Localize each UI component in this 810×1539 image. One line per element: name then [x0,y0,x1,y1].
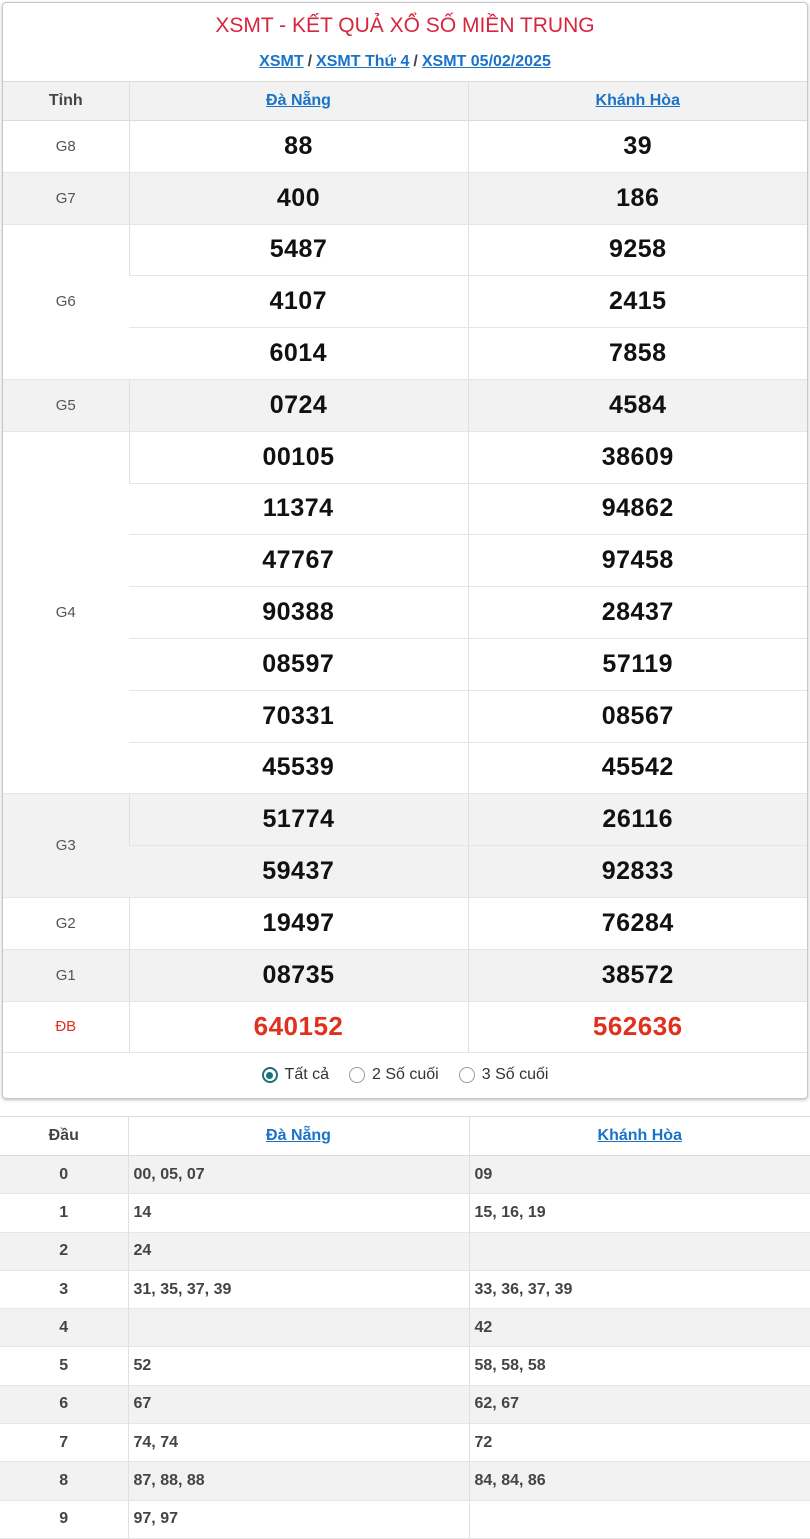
loto-row [0,1270,810,1308]
prize-row [3,949,807,1001]
filter-option-last-2[interactable] [349,1066,439,1084]
prize-label: G8 [3,121,129,173]
prize-row [3,794,807,846]
loto-head-digit: 7 [0,1424,128,1462]
loto-province-link-khanh-hoa[interactable]: Khánh Hòa [597,1127,682,1144]
breadcrumb-weekday-link[interactable]: XSMT Thứ 4 [316,53,410,70]
prize-row [3,224,807,276]
loto-values: 84, 84, 86 [469,1462,810,1500]
prize-label: G6 [3,224,129,379]
province-column-header: Tỉnh [3,82,129,121]
filter-option-label: 2 Số cuối [372,1066,439,1083]
prize-label: G4 [3,431,129,794]
province-link-da-nang[interactable]: Đà Nẵng [266,92,331,109]
results-body [3,121,807,1053]
prize-number: 08597 [129,638,468,690]
filter-option-label: 3 Số cuối [481,1066,549,1083]
radio-icon[interactable] [349,1067,365,1083]
loto-head-digit: 1 [0,1194,128,1232]
prize-number: 88 [129,121,468,173]
loto-row [0,1232,810,1270]
digit-filter [3,1055,807,1095]
prize-number: 76284 [468,897,807,949]
prize-number: 2415 [468,276,807,328]
prize-number: 28437 [468,587,807,639]
loto-row [0,1347,810,1385]
loto-head-digit: 8 [0,1462,128,1500]
prize-number: 45542 [468,742,807,794]
loto-row [0,1424,810,1462]
loto-row [0,1500,810,1538]
loto-values: 74, 74 [128,1424,469,1462]
loto-head-digit: 2 [0,1232,128,1270]
filter-option-all[interactable] [262,1066,329,1084]
prize-label: G1 [3,949,129,1001]
loto-row [0,1194,810,1232]
loto-values [128,1309,469,1347]
results-header-row [3,82,807,121]
prize-number: 51774 [129,794,468,846]
loto-header-row [0,1117,810,1156]
loto-head-digit: 4 [0,1309,128,1347]
breadcrumb-xsmt-link[interactable]: XSMT [259,53,304,70]
prize-number: 9258 [468,224,807,276]
prize-row [3,379,807,431]
prize-number: 7858 [468,328,807,380]
loto-head-digit: 3 [0,1270,128,1308]
prize-number: 5487 [129,224,468,276]
loto-values: 87, 88, 88 [128,1462,469,1500]
results-card [2,2,808,1099]
breadcrumb-date-link[interactable]: XSMT 05/02/2025 [421,53,551,70]
prize-number: 08567 [468,690,807,742]
prize-label: G2 [3,897,129,949]
breadcrumb-separator: / [413,53,418,70]
prize-number: 38609 [468,431,807,483]
prize-label: ĐB [3,1001,129,1053]
prize-row [3,1001,807,1053]
loto-values: 31, 35, 37, 39 [128,1270,469,1308]
prize-number: 11374 [129,483,468,535]
loto-row [0,1156,810,1194]
filter-option-label: Tất cả [284,1066,330,1083]
prize-label: G7 [3,172,129,224]
prize-row [3,897,807,949]
loto-values: 00, 05, 07 [128,1156,469,1194]
prize-number: 562636 [468,1001,807,1053]
loto-head-digit: 6 [0,1385,128,1423]
prize-number: 94862 [468,483,807,535]
prize-number: 186 [468,172,807,224]
loto-values: 67 [128,1385,469,1423]
radio-icon[interactable] [459,1067,475,1083]
loto-values: 24 [128,1232,469,1270]
loto-values: 62, 67 [469,1385,810,1423]
prize-label: G5 [3,379,129,431]
prize-number: 70331 [129,690,468,742]
prize-number: 6014 [129,328,468,380]
loto-body [0,1156,810,1539]
breadcrumb-separator: / [307,53,313,70]
loto-head-digit: 9 [0,1500,128,1538]
prize-number: 26116 [468,794,807,846]
prize-number: 4584 [468,379,807,431]
prize-number: 0724 [129,379,468,431]
prize-row [3,172,807,224]
loto-row [0,1385,810,1423]
loto-row [0,1462,810,1500]
loto-head-digit: 5 [0,1347,128,1385]
breadcrumb [3,47,807,81]
prize-number: 97458 [468,535,807,587]
prize-number: 39 [468,121,807,173]
prize-number: 57119 [468,638,807,690]
prize-number: 90388 [129,587,468,639]
prize-number: 08735 [129,949,468,1001]
prize-number: 00105 [129,431,468,483]
head-column-header: Đầu [0,1117,128,1156]
prize-label: G3 [3,794,129,898]
prize-number: 400 [129,172,468,224]
loto-values: 09 [469,1156,810,1194]
prize-row [3,121,807,173]
loto-values: 72 [469,1424,810,1462]
loto-values: 52 [128,1347,469,1385]
loto-row [0,1309,810,1347]
prize-number: 640152 [129,1001,468,1053]
prize-row [3,431,807,483]
results-table [3,81,807,1053]
loto-head-digit: 0 [0,1156,128,1194]
prize-number: 47767 [129,535,468,587]
loto-values: 42 [469,1309,810,1347]
prize-number: 19497 [129,897,468,949]
loto-values [469,1500,810,1538]
loto-values: 33, 36, 37, 39 [469,1270,810,1308]
prize-number: 38572 [468,949,807,1001]
loto-values: 97, 97 [128,1500,469,1538]
filter-option-last-3[interactable] [459,1066,549,1084]
loto-values [469,1232,810,1270]
prize-number: 45539 [129,742,468,794]
loto-province-link-da-nang[interactable]: Đà Nẵng [266,1127,331,1144]
prize-number: 4107 [129,276,468,328]
page-title: XSMT - KẾT QUẢ XỔ SỐ MIỀN TRUNG [215,14,595,37]
loto-values: 15, 16, 19 [469,1194,810,1232]
prize-number: 59437 [129,846,468,898]
loto-values: 58, 58, 58 [469,1347,810,1385]
province-link-khanh-hoa[interactable]: Khánh Hòa [595,92,680,109]
radio-selected-icon[interactable] [262,1067,278,1083]
loto-table [0,1116,810,1539]
prize-number: 92833 [468,846,807,898]
loto-values: 14 [128,1194,469,1232]
